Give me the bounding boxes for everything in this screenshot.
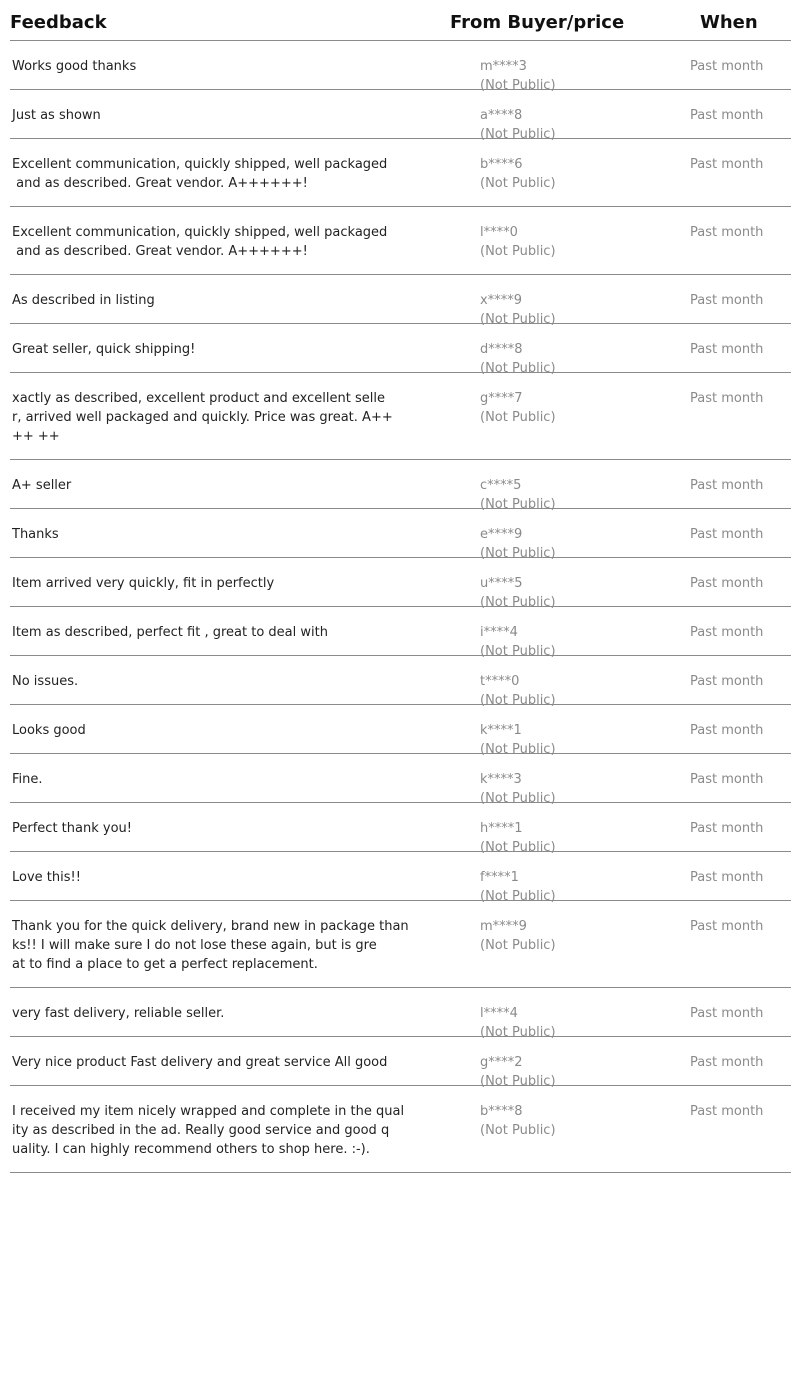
when-text: Past month [690, 1006, 764, 1021]
table-row [10, 1037, 791, 1089]
table-row [10, 901, 791, 988]
buyer-visibility: (Not Public) [480, 497, 556, 512]
buyer-visibility: (Not Public) [480, 742, 556, 757]
table-row [10, 988, 791, 1040]
feedback-text: Love this!! [12, 870, 81, 885]
when-text: Past month [690, 59, 764, 74]
buyer-visibility: (Not Public) [480, 312, 556, 327]
table-body [10, 41, 791, 1173]
table-row [10, 656, 791, 708]
buyer-name: g****7 [480, 391, 523, 406]
buyer-name: g****2 [480, 1055, 523, 1070]
buyer-name: d****8 [480, 342, 523, 357]
buyer-name: x****9 [480, 293, 522, 308]
buyer-cell [480, 389, 556, 427]
when-text: Past month [690, 772, 764, 787]
feedback-table [10, 0, 791, 1173]
buyer-visibility: (Not Public) [480, 244, 556, 259]
table-row [10, 705, 791, 757]
buyer-visibility: (Not Public) [480, 1025, 556, 1040]
table-header [10, 0, 791, 41]
table-row [10, 1086, 791, 1173]
buyer-visibility: (Not Public) [480, 410, 556, 425]
table-row [10, 139, 791, 207]
table-row [10, 373, 791, 460]
feedback-text: Fine. [12, 772, 43, 787]
buyer-name: l****0 [480, 225, 518, 240]
table-row [10, 754, 791, 806]
table-row [10, 803, 791, 855]
table-row [10, 852, 791, 904]
buyer-visibility: (Not Public) [480, 693, 556, 708]
when-text: Past month [690, 293, 764, 308]
buyer-name: m****9 [480, 919, 527, 934]
buyer-visibility: (Not Public) [480, 889, 556, 904]
buyer-name: k****1 [480, 723, 522, 738]
buyer-visibility: (Not Public) [480, 176, 556, 191]
when-text: Past month [690, 870, 764, 885]
buyer-name: i****4 [480, 625, 518, 640]
feedback-text: xactly as described, excellent product and excellent selle r, arrived well packaged and quickly. Price was great. A++ ++ ++ [12, 391, 393, 444]
when-text: Past month [690, 108, 764, 123]
feedback-text: I received my item nicely wrapped and complete in the qual ity as described in the ad. Really good service and good q uality. I can highly recommend others to shop here. :-). [12, 1104, 405, 1157]
table-row [10, 41, 791, 93]
when-text: Past month [690, 527, 764, 542]
feedback-text: very fast delivery, reliable seller. [12, 1006, 225, 1021]
feedback-text: A+ seller [12, 478, 72, 493]
header-feedback: Feedback [10, 12, 107, 33]
feedback-text: Excellent communication, quickly shipped, well packaged and as described. Great vendor. A++++++! [12, 225, 388, 259]
buyer-name: m****3 [480, 59, 527, 74]
buyer-visibility: (Not Public) [480, 595, 556, 610]
when-text: Past month [690, 674, 764, 689]
buyer-name: k****3 [480, 772, 522, 787]
buyer-visibility: (Not Public) [480, 1123, 556, 1138]
buyer-name: b****8 [480, 1104, 523, 1119]
when-text: Past month [690, 342, 764, 357]
buyer-visibility: (Not Public) [480, 78, 556, 93]
buyer-name: c****5 [480, 478, 522, 493]
buyer-visibility: (Not Public) [480, 791, 556, 806]
table-row [10, 207, 791, 275]
when-text: Past month [690, 1104, 764, 1119]
feedback-text: Perfect thank you! [12, 821, 132, 836]
buyer-visibility: (Not Public) [480, 938, 556, 953]
when-text: Past month [690, 723, 764, 738]
when-text: Past month [690, 625, 764, 640]
table-row [10, 460, 791, 512]
feedback-text: Just as shown [12, 108, 101, 123]
feedback-text: Great seller, quick shipping! [12, 342, 196, 357]
when-text: Past month [690, 576, 764, 591]
feedback-text: Looks good [12, 723, 86, 738]
header-from-buyer-price: From Buyer/price [450, 12, 625, 33]
buyer-name: t****0 [480, 674, 520, 689]
feedback-text: Thanks [12, 527, 59, 542]
buyer-visibility: (Not Public) [480, 546, 556, 561]
buyer-visibility: (Not Public) [480, 127, 556, 142]
buyer-name: b****6 [480, 157, 523, 172]
buyer-name: e****9 [480, 527, 523, 542]
feedback-text: No issues. [12, 674, 79, 689]
feedback-text: Very nice product Fast delivery and great service All good [12, 1055, 388, 1070]
feedback-text: As described in listing [12, 293, 155, 308]
table-row [10, 275, 791, 327]
buyer-cell [480, 1102, 556, 1140]
when-text: Past month [690, 478, 764, 493]
when-text: Past month [690, 821, 764, 836]
buyer-name: h****1 [480, 821, 523, 836]
feedback-text: Item as described, perfect fit , great to deal with [12, 625, 328, 640]
when-text: Past month [690, 225, 764, 240]
buyer-visibility: (Not Public) [480, 840, 556, 855]
feedback-text: Item arrived very quickly, fit in perfectly [12, 576, 275, 591]
buyer-visibility: (Not Public) [480, 361, 556, 376]
feedback-text: Thank you for the quick delivery, brand new in package than ks!! I will make sure I do not lose these again, but is gre at to find a place to get a perfect replacement. [12, 919, 409, 972]
when-text: Past month [690, 1055, 764, 1070]
header-when: When [700, 12, 758, 33]
buyer-name: a****8 [480, 108, 523, 123]
buyer-name: u****5 [480, 576, 523, 591]
buyer-cell [480, 223, 556, 261]
when-text: Past month [690, 157, 764, 172]
buyer-name: f****1 [480, 870, 519, 885]
table-row [10, 607, 791, 659]
table-row [10, 90, 791, 142]
when-text: Past month [690, 391, 764, 406]
buyer-cell [480, 917, 556, 955]
table-row [10, 558, 791, 610]
buyer-visibility: (Not Public) [480, 1074, 556, 1089]
buyer-visibility: (Not Public) [480, 644, 556, 659]
buyer-name: l****4 [480, 1006, 518, 1021]
table-row [10, 509, 791, 561]
buyer-cell [480, 155, 556, 193]
table-row [10, 324, 791, 376]
when-text: Past month [690, 919, 764, 934]
feedback-text: Works good thanks [12, 59, 137, 74]
feedback-text: Excellent communication, quickly shipped, well packaged and as described. Great vendor. A++++++! [12, 157, 388, 191]
